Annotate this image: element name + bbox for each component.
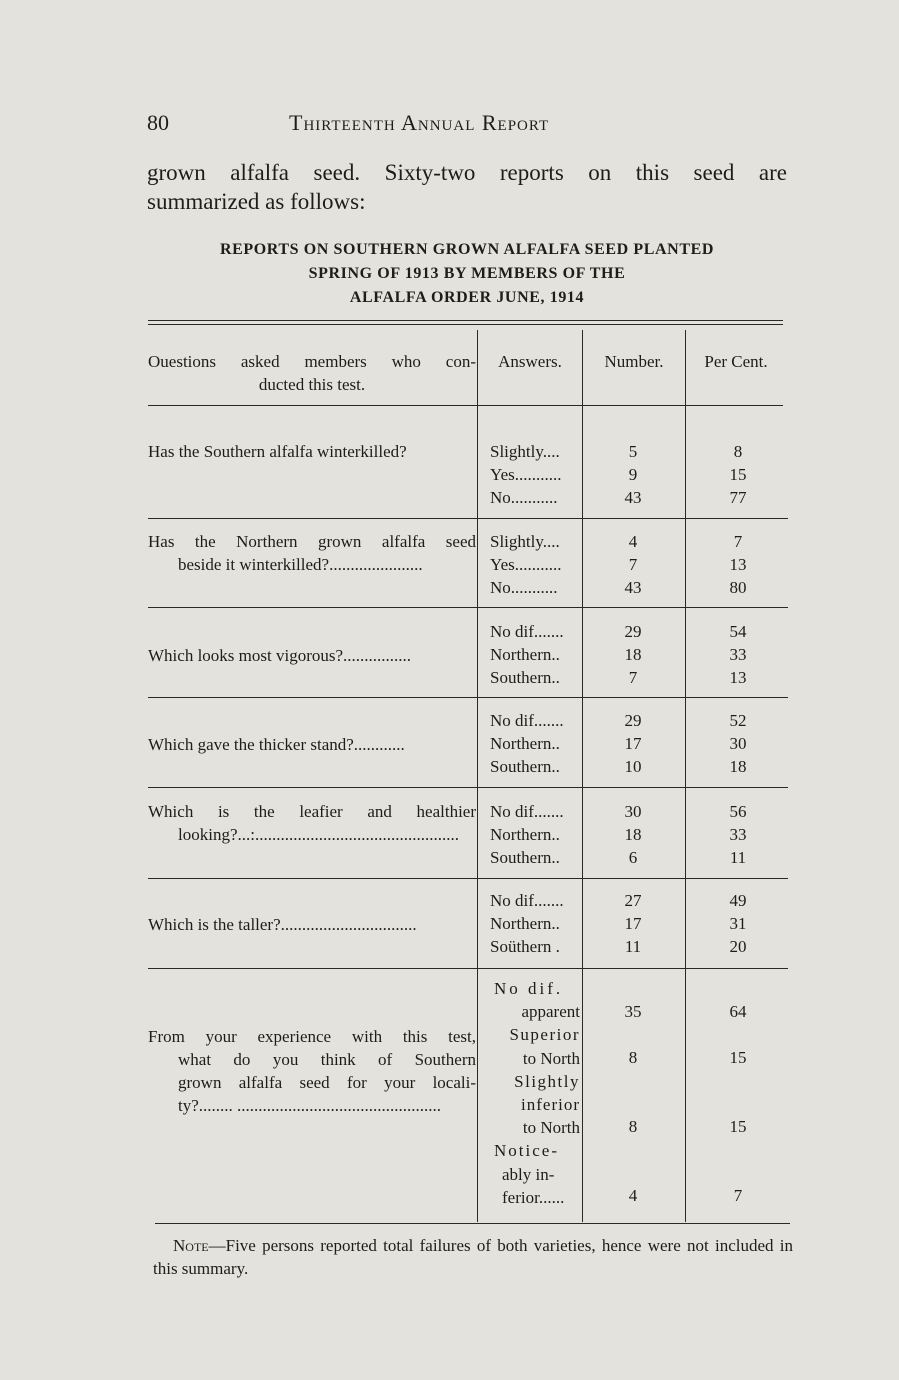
percent-cell: 8 15 77 [729,442,747,507]
running-title: Thirteenth Annual Report [289,110,550,135]
percent-cell: 15 [729,1048,747,1067]
row-divider [148,607,788,608]
percent-cell: 56 33 11 [729,802,747,867]
row-divider [148,518,788,519]
percent-cell: 54 33 13 [729,622,747,687]
row-divider [148,697,788,698]
percent-cell: 64 [729,1002,747,1021]
number-cell: 29 17 10 [624,711,642,776]
header-rule [148,405,783,406]
table-title [147,238,787,310]
number-cell: 8 [628,1117,638,1136]
number-column-header: Number. [604,352,664,371]
number-cell: 27 17 11 [624,891,642,956]
intro-paragraph [147,158,787,216]
percent-cell: 7 13 80 [729,532,747,597]
question-cell: Which gave the thicker stand?............ [148,735,405,754]
row-divider [148,968,788,969]
answer-cell: No dif. apparent Superior to North Slightly inferior to North Notice- ably in- ferior...... [494,979,580,1207]
number-cell: 4 [628,1186,638,1205]
percent-cell: 52 30 18 [729,711,747,776]
answer-cell: Slightly.... Yes........... No........... [490,532,562,597]
question-cell: Which looks most vigorous?................ [148,646,412,665]
question-cell: Has the Northern grown alfalfa seed beside it winterkilled?...................... [148,532,476,574]
table-title-line: REPORTS ON SOUTHERN GROWN ALFALFA SEED PLANTED [219,241,715,258]
answer-cell: No dif....... Northern.. Soüthern . [490,891,564,956]
answer-cell: No dif....... Northern.. Southern.. [490,711,564,776]
question-cell: From your experience with this test, what do you think of Southern grown alfalfa seed for your locali- ty?........ ................................................ [148,1027,476,1115]
note-text: —Five persons reported total failures of both varieties, hence were not included in this summary. [153,1236,793,1278]
percent-column-header: Per Cent. [704,352,768,371]
answers-column-header: Answers. [498,352,562,371]
row-divider [148,787,788,788]
intro-line: summarized as follows: [147,189,366,214]
percent-cell: 49 31 20 [729,891,747,956]
intro-line: grown alfalfa seed. Sixty-two reports on this seed are [147,160,787,185]
percent-cell: 7 [733,1186,743,1205]
number-cell: 5 9 43 [624,442,642,507]
table-bottom-rule [155,1223,790,1224]
number-cell: 8 [628,1048,638,1067]
column-divider [685,330,686,1222]
number-cell: 30 18 6 [624,802,642,867]
number-cell: 4 7 43 [624,532,642,597]
question-cell: Which is the leafier and healthier looking?...:................................................ [148,802,476,844]
page-number: 80 [147,110,169,135]
row-divider [148,878,788,879]
running-header [147,110,787,140]
question-cell: Has the Southern alfalfa winterkilled? [148,442,407,461]
table-top-rule [148,324,783,325]
answer-cell: Slightly.... Yes........... No........... [490,442,562,507]
question-cell: Which is the taller?................................ [148,915,417,934]
footnote [153,1234,793,1280]
question-column-header: Ouestions asked members who con- ducted this test. [148,352,476,394]
answer-cell: No dif....... Northern.. Southern.. [490,802,564,867]
table-title-line: ALFALFA ORDER JUNE, 1914 [349,289,585,306]
answer-cell: No dif....... Northern.. Southern.. [490,622,564,687]
table-top-rule [148,320,783,321]
table-title-line: SPRING OF 1913 BY MEMBERS OF THE [308,265,626,282]
percent-cell: 15 [729,1117,747,1136]
number-cell: 29 18 7 [624,622,642,687]
number-cell: 35 [624,1002,642,1021]
column-divider [477,330,478,1222]
note-label: Note [173,1236,209,1255]
